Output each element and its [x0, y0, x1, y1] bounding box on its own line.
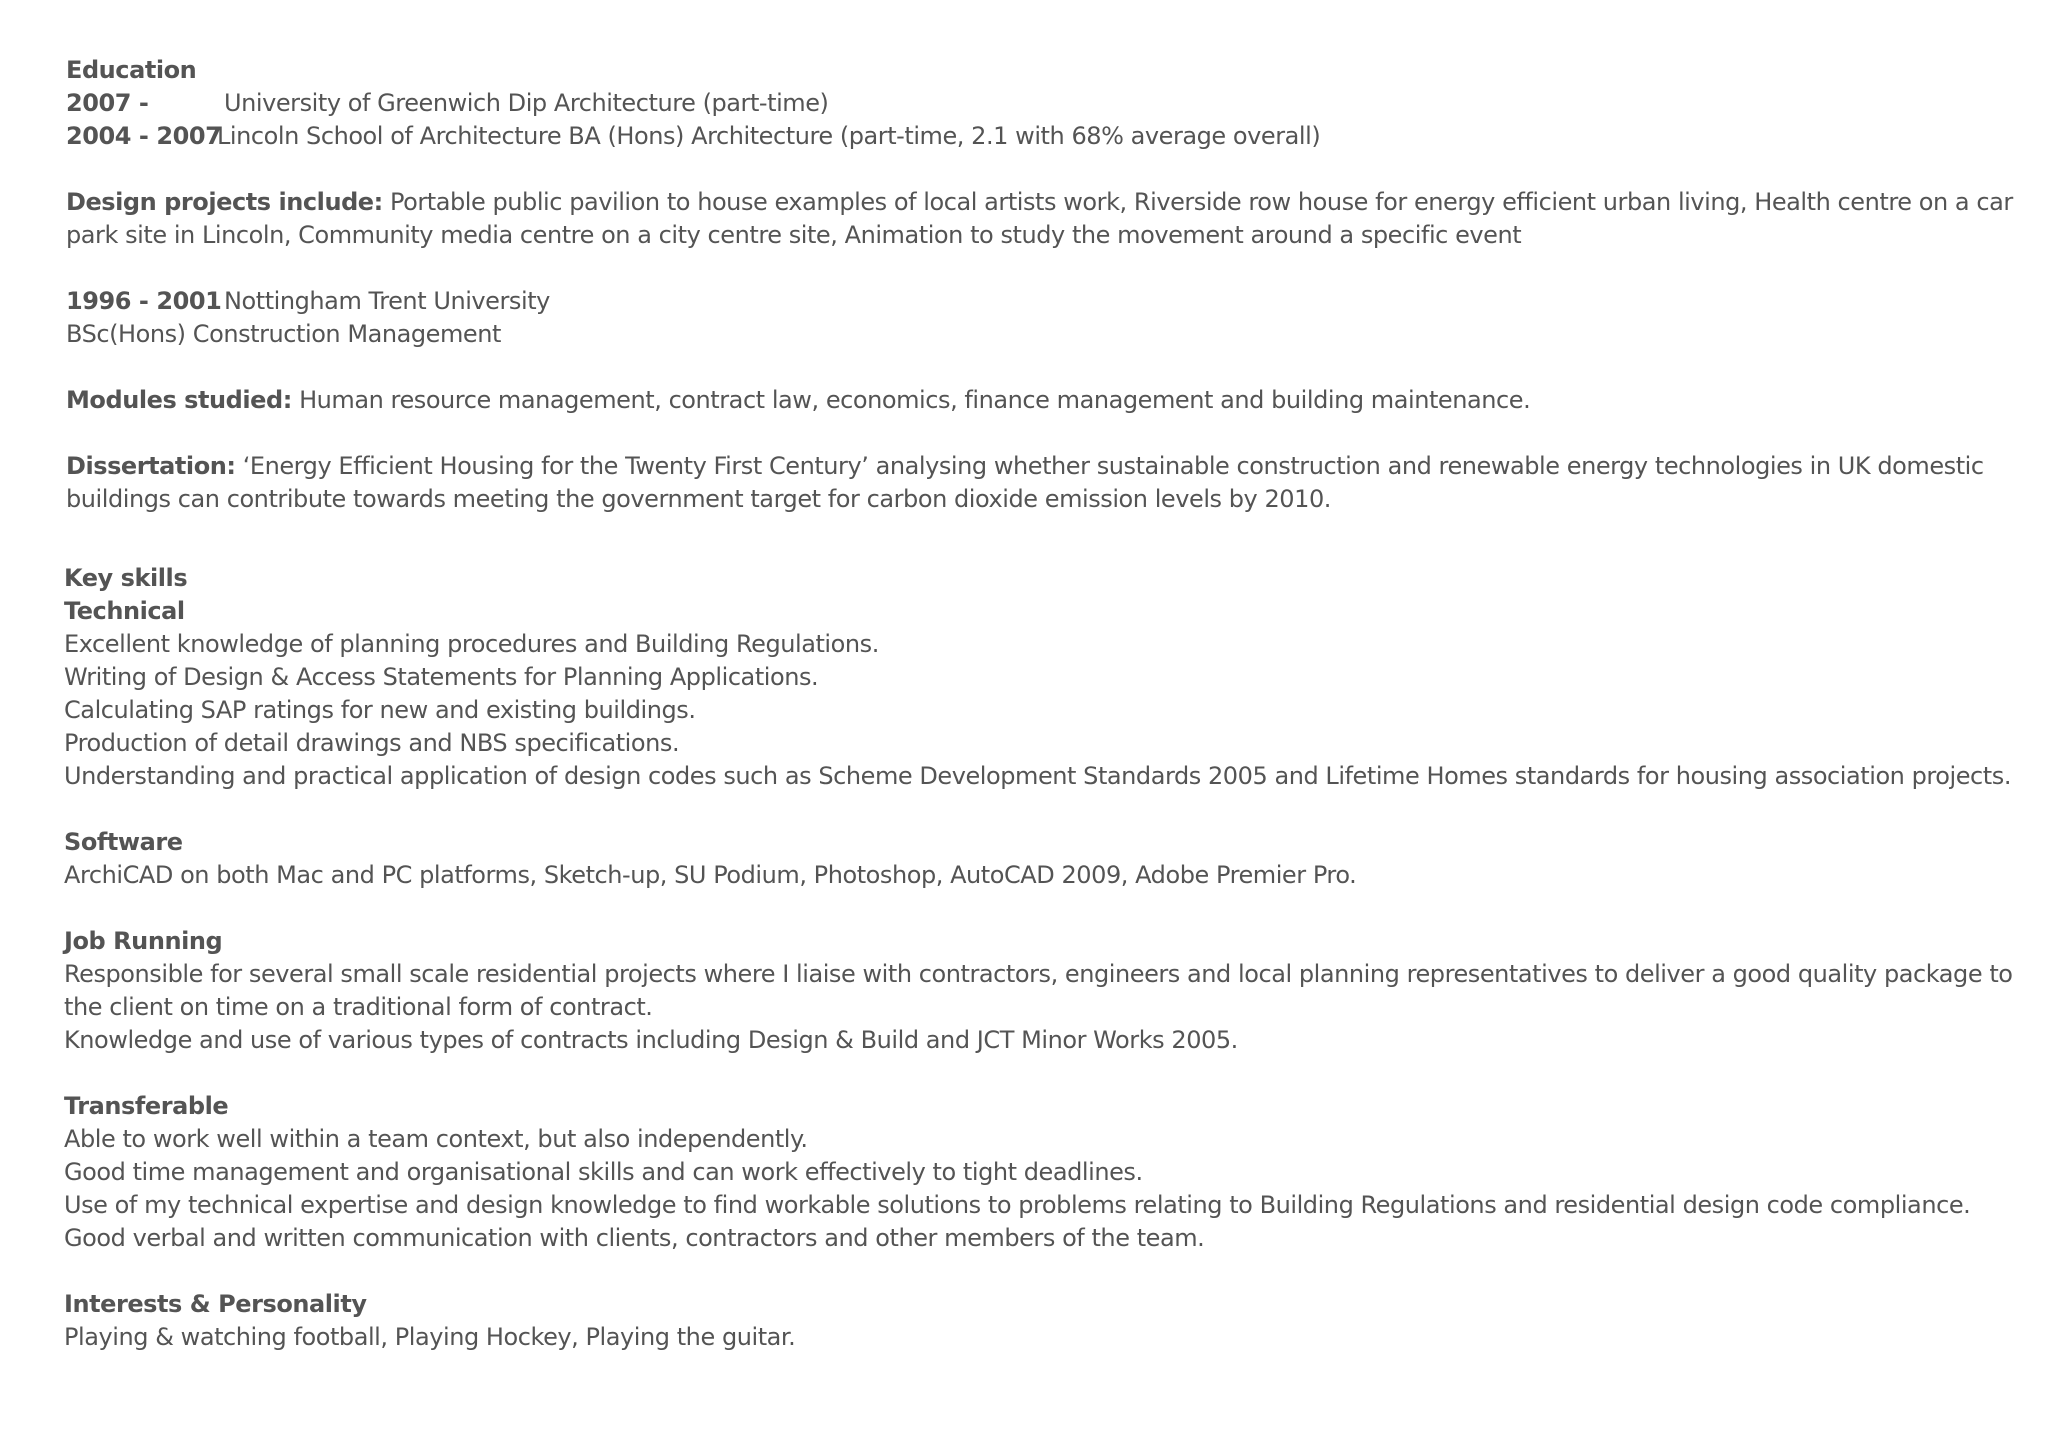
transferable-heading: Transferable: [64, 1092, 229, 1120]
technical-item: Understanding and practical application of design codes such as Scheme Development Standards 2005 and Lifetime Homes standards for housing association projects.: [64, 762, 2012, 790]
ntu-degree: BSc(Hons) Construction Management: [66, 320, 501, 348]
job-running-item: Knowledge and use of various types of contracts including Design & Build and JCT Minor Works 2005.: [64, 1026, 1238, 1054]
dissertation-paragraph: [66, 450, 2024, 516]
modules-paragraph: [66, 384, 2024, 417]
design-projects-label: Design projects include:: [66, 188, 383, 216]
technical-item: Calculating SAP ratings for new and existing buildings.: [64, 696, 696, 724]
education-text: Lincoln School of Architecture BA (Hons) Architecture (part-time, 2.1 with 68% average overall): [217, 122, 1321, 150]
design-projects-paragraph: [66, 186, 2024, 252]
education-entry-lincoln: [66, 120, 2024, 153]
education-text: Nottingham Trent University: [224, 287, 550, 315]
education-years: 2004 - 2007: [66, 122, 222, 150]
transferable-item: Use of my technical expertise and design knowledge to find workable solutions to problems relating to Building Regulations and residential design code compliance.: [64, 1191, 1971, 1219]
design-projects-text: Portable public pavilion to house examples of local artists work, Riverside row house for energy efficient urban living, Health centre on a car park site in Lincoln, Community media centre on a city centre site, Animation to study the movement around a specific event: [66, 188, 2013, 249]
education-text: University of Greenwich Dip Architecture (part-time): [224, 89, 829, 117]
education-entry-ntu: [66, 285, 2024, 318]
dissertation-text: ‘Energy Efficient Housing for the Twenty First Century’ analysing whether sustainable construction and renewable energy technologies in UK domestic buildings can contribute towards meeting the government target for carbon dioxide emission levels by 2010.: [66, 452, 1984, 513]
software-heading: Software: [64, 828, 183, 856]
dissertation-label: Dissertation:: [66, 452, 236, 480]
key-skills-heading: Key skills: [64, 564, 188, 592]
education-years: 1996 - 2001: [66, 287, 222, 315]
software-text: ArchiCAD on both Mac and PC platforms, Sketch-up, SU Podium, Photoshop, AutoCAD 2009, Adobe Premier Pro.: [64, 861, 1357, 889]
modules-text: Human resource management, contract law, economics, finance management and building maintenance.: [291, 386, 1531, 414]
education-heading: Education: [66, 56, 197, 84]
cv-page: [64, 54, 2024, 1354]
transferable-item: Good time management and organisational skills and can work effectively to tight deadlines.: [64, 1158, 1143, 1186]
education-years: 2007 -: [66, 89, 149, 117]
technical-item: Writing of Design & Access Statements for Planning Applications.: [64, 663, 819, 691]
technical-heading: Technical: [64, 597, 185, 625]
modules-label: Modules studied:: [66, 386, 292, 414]
interests-text: Playing & watching football, Playing Hockey, Playing the guitar.: [64, 1323, 796, 1351]
technical-item: Excellent knowledge of planning procedures and Building Regulations.: [64, 630, 879, 658]
technical-item: Production of detail drawings and NBS specifications.: [64, 729, 680, 757]
job-running-item: Responsible for several small scale residential projects where I liaise with contractors, engineers and local planning representatives to deliver a good quality package to the client on time on a traditional form of contract.: [64, 960, 2013, 1021]
transferable-item: Able to work well within a team context, but also independently.: [64, 1125, 808, 1153]
interests-heading: Interests & Personality: [64, 1290, 367, 1318]
job-running-heading: Job Running: [64, 927, 223, 955]
transferable-item: Good verbal and written communication with clients, contractors and other members of the team.: [64, 1224, 1205, 1252]
education-entry-greenwich: [66, 87, 2024, 120]
